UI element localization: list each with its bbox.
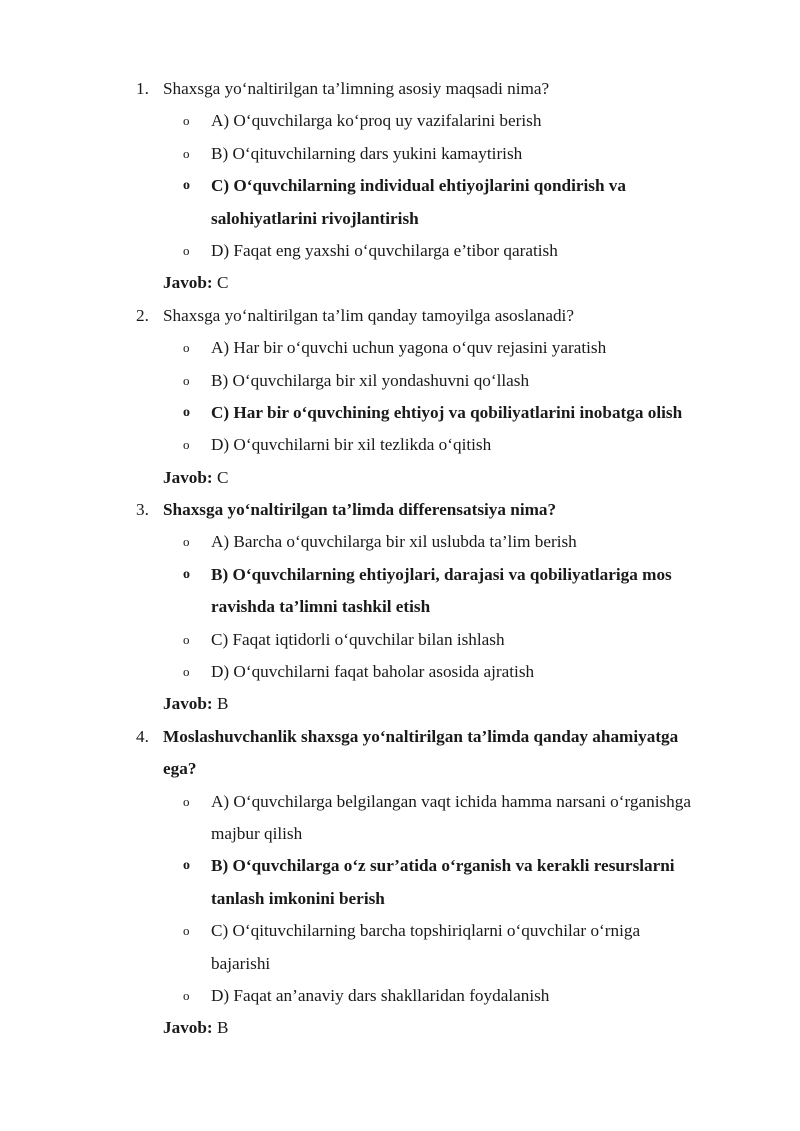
correct-option-text: ravishda ta’limni tashkil etish [211, 597, 431, 617]
bullet-icon: o [183, 631, 190, 647]
answer-value: C [216, 273, 229, 293]
question-number: 2. [136, 305, 149, 325]
answer-label: Javob: [163, 694, 213, 714]
option-text: bajarishi [211, 953, 271, 973]
option-text: C) O‘qituvchilarning barcha topshiriqlarni o‘quvchilar o‘rniga [211, 921, 641, 941]
option-line [0, 203, 800, 235]
bullet-icon: o [183, 113, 190, 129]
option-line [0, 818, 800, 850]
option-text: A) Barcha o‘quvchilarga bir xil uslubda ta’lim berish [211, 532, 577, 552]
correct-option-text: tanlash imkonini berish [211, 888, 385, 908]
option-text: A) O‘quvchilarga ko‘proq uy vazifalarini berish [211, 111, 542, 131]
answer [163, 1012, 228, 1044]
option-line [0, 915, 800, 947]
question-number: 1. [136, 79, 149, 98]
bullet-icon: o [183, 923, 190, 939]
question-number: 3. [136, 500, 149, 520]
bullet-icon: o [183, 340, 190, 356]
quiz-page [0, 73, 800, 1045]
option-line [0, 656, 800, 688]
bullet-icon: o [183, 404, 190, 420]
option-text: B) O‘quvchilarga bir xil yondashuvni qo‘llash [211, 370, 530, 390]
answer-value: B [216, 1018, 229, 1038]
bullet-icon: o [183, 145, 190, 161]
option-text: D) Faqat an’anaviy dars shakllaridan foydalanish [211, 985, 550, 1005]
answer [163, 462, 228, 494]
option-line [0, 429, 800, 461]
bullet-icon: o [183, 858, 190, 874]
question-line [0, 300, 800, 332]
option-line [0, 786, 800, 818]
question-line [0, 721, 800, 753]
bullet-icon: o [183, 566, 190, 582]
question-block [0, 73, 800, 300]
bullet-icon: o [183, 664, 190, 680]
question-line [0, 494, 800, 526]
question-block [0, 494, 800, 721]
option-text: D) O‘quvchilarni bir xil tezlikda o‘qitish [211, 435, 492, 455]
option-line [0, 105, 800, 137]
option-line [0, 397, 800, 429]
option-line [0, 591, 800, 623]
bullet-icon: o [183, 987, 190, 1003]
option-text: A) Har bir o‘quvchi uchun yagona o‘quv rejasini yaratish [211, 338, 607, 358]
question-line [0, 73, 800, 105]
question-block [0, 300, 800, 494]
answer-label: Javob: [163, 467, 213, 487]
bullet-icon: o [183, 793, 190, 809]
bullet-icon: o [183, 534, 190, 550]
option-line [0, 526, 800, 558]
question-text: ega? [163, 759, 197, 779]
question-text: Moslashuvchanlik shaxsga yo‘naltirilgan ta’limda qanday ahamiyatga [163, 726, 679, 746]
option-line [0, 365, 800, 397]
bullet-icon: o [183, 437, 190, 453]
correct-option-text: B) O‘quvchilarga o‘z sur’atida o‘rganish va kerakli resurslarni [211, 856, 675, 876]
answer-value: B [216, 694, 229, 714]
option-line [0, 850, 800, 882]
option-text: D) Faqat eng yaxshi o‘quvchilarga e’tibor qaratish [211, 240, 558, 260]
option-text: C) Faqat iqtidorli o‘quvchilar bilan ishlash [211, 629, 505, 649]
answer-value: C [216, 467, 229, 487]
option-text: B) O‘qituvchilarning dars yukini kamaytirish [211, 143, 523, 163]
option-text: A) O‘quvchilarga belgilangan vaqt ichida hamma narsani o‘rganishga [211, 791, 691, 811]
question-number: 4. [136, 726, 149, 746]
correct-option-text: B) O‘quvchilarning ehtiyojlari, darajasi va qobiliyatlariga mos [211, 564, 672, 584]
answer [163, 267, 228, 299]
option-line [0, 883, 800, 915]
answer [163, 688, 228, 720]
correct-option-text: C) Har bir o‘quvchining ehtiyoj va qobiliyatlarini inobatga olish [211, 402, 683, 422]
answer-line [0, 1012, 800, 1044]
option-line [0, 138, 800, 170]
answer-label: Javob: [163, 1018, 213, 1038]
answer-label: Javob: [163, 273, 213, 293]
answer-line [0, 688, 800, 720]
option-line [0, 559, 800, 591]
bullet-icon: o [183, 372, 190, 388]
answer-line [0, 462, 800, 494]
option-text: D) O‘quvchilarni faqat baholar asosida ajratish [211, 662, 535, 682]
question-text: Shaxsga yo‘naltirilgan ta’lim qanday tamoyilga asoslanadi? [163, 305, 574, 325]
option-line [0, 235, 800, 267]
question-block [0, 721, 800, 1045]
option-line [0, 948, 800, 980]
option-line [0, 980, 800, 1012]
question-text: Shaxsga yo‘naltirilgan ta’limda differensatsiya nima? [163, 500, 557, 520]
option-text: majbur qilish [211, 823, 303, 843]
bullet-icon: o [183, 178, 190, 194]
question-text: Shaxsga yo‘naltirilgan ta’limning asosiy maqsadi nima? [163, 79, 550, 98]
option-line [0, 332, 800, 364]
question-line [0, 753, 800, 785]
correct-option-text: C) O‘quvchilarning individual ehtiyojlarini qondirish va [211, 176, 626, 196]
option-line [0, 624, 800, 656]
answer-line [0, 267, 800, 299]
option-line [0, 170, 800, 202]
bullet-icon: o [183, 242, 190, 258]
correct-option-text: salohiyatlarini rivojlantirish [211, 208, 419, 228]
